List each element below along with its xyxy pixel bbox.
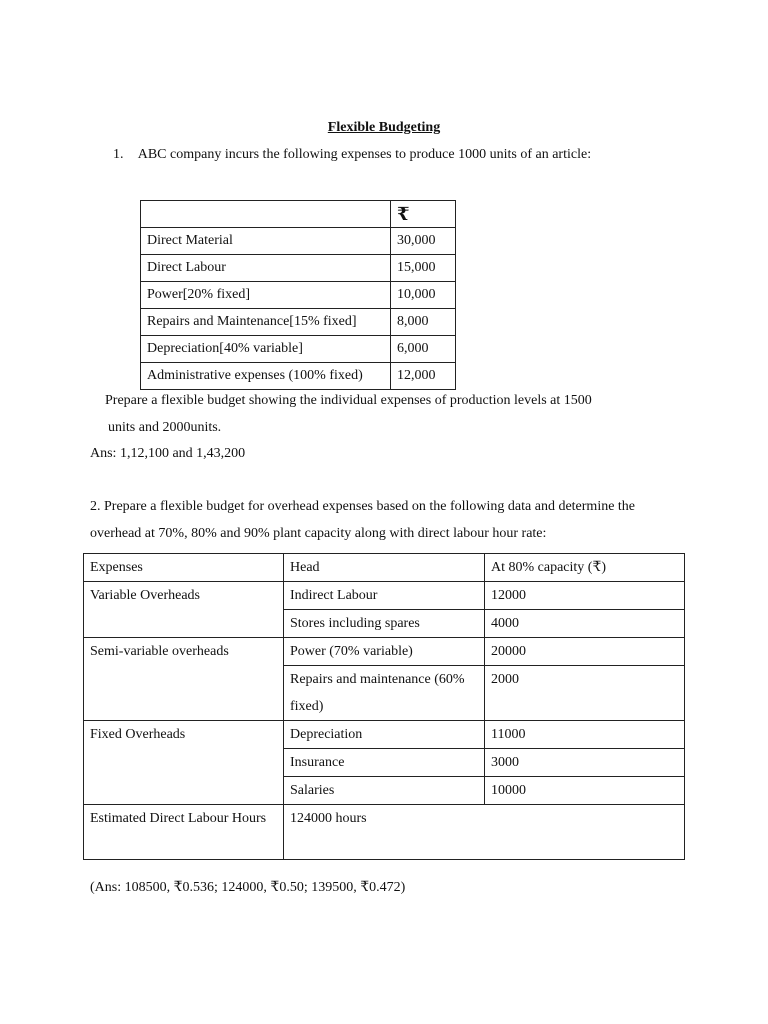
head-cell: Depreciation [284, 721, 485, 749]
head-cell: Insurance [284, 749, 485, 777]
question-1-text [113, 147, 591, 163]
header-head: Head [284, 554, 485, 582]
head-cell: Stores including spares [284, 610, 485, 638]
header-expenses: Expenses [84, 554, 284, 582]
table-row [84, 805, 685, 860]
value-cell: 12000 [485, 582, 685, 610]
table-row [141, 309, 456, 336]
table-row [84, 638, 685, 666]
expense-item: Direct Material [141, 228, 391, 255]
question-1-answer: Ans: 1,12,100 and 1,43,200 [90, 446, 246, 461]
group-semi-variable-overheads: Semi-variable overheads [84, 638, 284, 721]
question-1-statement: ABC company incurs the following expenses to produce 1000 units of an article: [137, 147, 592, 162]
expense-item: Direct Labour [141, 255, 391, 282]
expense-amount: 30,000 [391, 228, 456, 255]
table-row [141, 336, 456, 363]
table-row [141, 282, 456, 309]
value-cell: 10000 [485, 777, 685, 805]
expense-item: Power[20% fixed] [141, 282, 391, 309]
value-cell: 3000 [485, 749, 685, 777]
header-capacity: At 80% capacity (₹) [485, 554, 685, 582]
question-1-number: 1. [113, 147, 124, 162]
table-row [141, 255, 456, 282]
expense-amount: 10,000 [391, 282, 456, 309]
table-row [141, 228, 456, 255]
group-labour-hours: Estimated Direct Labour Hours [84, 805, 284, 860]
value-cell: 2000 [485, 666, 685, 721]
table-row [84, 721, 685, 749]
labour-hours-value: 124000 hours [284, 805, 685, 860]
table-row [84, 582, 685, 610]
expense-amount: 8,000 [391, 309, 456, 336]
table-row [141, 363, 456, 390]
question-2-answer: (Ans: 108500, ₹0.536; 124000, ₹0.50; 139500, ₹0.472) [90, 880, 406, 895]
question-1-prompt-line-1: Prepare a flexible budget showing the individual expenses of production levels at 1500 [105, 393, 592, 408]
group-fixed-overheads: Fixed Overheads [84, 721, 284, 805]
page-title: Flexible Budgeting [327, 120, 441, 135]
head-cell: Indirect Labour [284, 582, 485, 610]
value-cell: 11000 [485, 721, 685, 749]
value-cell: 20000 [485, 638, 685, 666]
group-variable-overheads: Variable Overheads [84, 582, 284, 638]
expense-item: Repairs and Maintenance[15% fixed] [141, 309, 391, 336]
table-cell [141, 201, 391, 228]
question-1-prompt-line-2: units and 2000units. [108, 420, 222, 435]
expense-item: Depreciation[40% variable] [141, 336, 391, 363]
value-cell: 4000 [485, 610, 685, 638]
overhead-table [83, 553, 685, 860]
expense-amount: 6,000 [391, 336, 456, 363]
head-cell: Power (70% variable) [284, 638, 485, 666]
question-2-line-2: overhead at 70%, 80% and 90% plant capacity along with direct labour hour rate: [90, 526, 547, 541]
question-2-line-1: 2. Prepare a flexible budget for overhead expenses based on the following data and determine the [90, 499, 636, 514]
currency-header: ₹ [391, 201, 456, 228]
table-header-row [84, 554, 685, 582]
expense-table [140, 200, 456, 390]
head-cell: Salaries [284, 777, 485, 805]
expense-amount: 15,000 [391, 255, 456, 282]
expense-amount: 12,000 [391, 363, 456, 390]
head-cell: Repairs and maintenance (60% fixed) [284, 666, 485, 721]
table-row [141, 201, 456, 228]
expense-item: Administrative expenses (100% fixed) [141, 363, 391, 390]
